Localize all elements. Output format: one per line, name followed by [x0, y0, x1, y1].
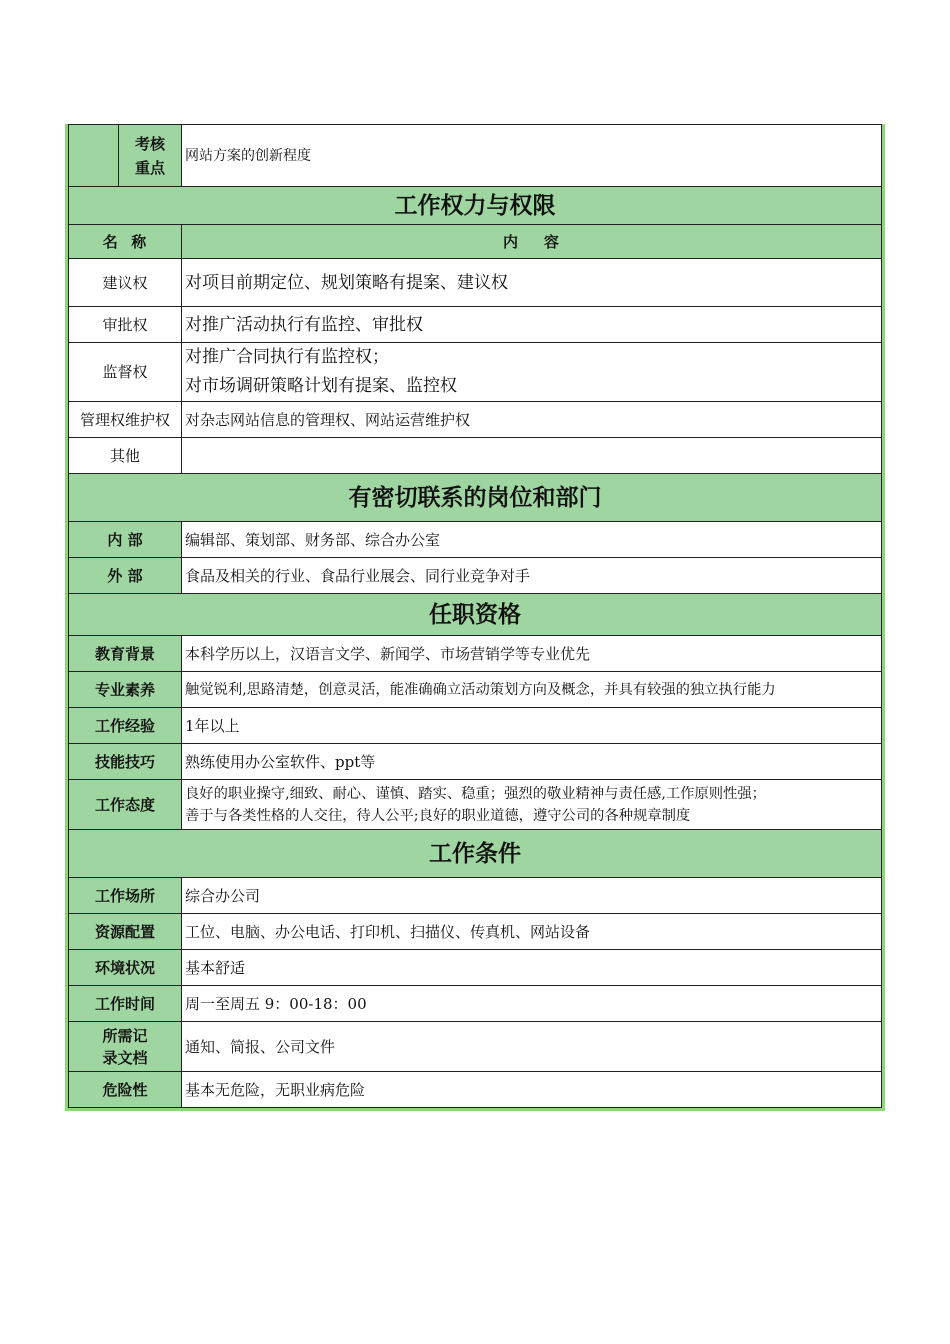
condition-value: 基本无危险，无职业病危险: [182, 1072, 882, 1108]
authority-name: 审批权: [69, 307, 182, 343]
condition-name: 所需记 录文档: [69, 1022, 182, 1072]
condition-row: [69, 914, 882, 950]
authority-row: [69, 343, 882, 402]
relation-row: [69, 522, 882, 558]
relation-name: 外 部: [69, 558, 182, 594]
qualification-value: [182, 780, 882, 830]
job-description-sheet: [65, 124, 885, 1111]
authority-content: [182, 343, 882, 402]
qualification-row: [69, 672, 882, 708]
authority-name: 监督权: [69, 343, 182, 402]
authority-row: [69, 307, 882, 343]
condition-value: 综合办公司: [182, 878, 882, 914]
job-table: [68, 124, 882, 1108]
condition-value: 基本舒适: [182, 950, 882, 986]
relation-name: 内 部: [69, 522, 182, 558]
section-title-relations: 有密切联系的岗位和部门: [69, 474, 882, 522]
condition-name: 环境状况: [69, 950, 182, 986]
qualification-name: 技能技巧: [69, 744, 182, 780]
authority-line: 对市场调研策略计划有提案、监控权: [185, 376, 457, 396]
qualification-value: 熟练使用办公室软件、ppt等: [182, 744, 882, 780]
qualification-name: 教育背景: [69, 636, 182, 672]
section-title-qualification: 任职资格: [69, 594, 882, 636]
condition-name: 工作场所: [69, 878, 182, 914]
authority-row: [69, 259, 882, 307]
col-header-name: 名 称: [69, 225, 182, 259]
section-title-authority: 工作权力与权限: [69, 187, 882, 225]
relation-value: 食品及相关的行业、食品行业展会、同行业竞争对手: [182, 558, 882, 594]
condition-value: 工位、电脑、办公电话、打印机、扫描仪、传真机、网站设备: [182, 914, 882, 950]
condition-row: [69, 950, 882, 986]
qualification-line: 良好的职业操守,细致、耐心、谨慎、踏实、稳重；强烈的敬业精神与责任感,工作原则性强；: [185, 785, 766, 802]
qualification-row: [69, 744, 882, 780]
left-blank-cell: [69, 125, 119, 187]
qualification-row: [69, 636, 882, 672]
condition-name: 工作时间: [69, 986, 182, 1022]
condition-name: 资源配置: [69, 914, 182, 950]
condition-name: 危险性: [69, 1072, 182, 1108]
authority-name: 建议权: [69, 259, 182, 307]
authority-row: [69, 438, 882, 474]
condition-row: [69, 1072, 882, 1108]
relation-row: [69, 558, 882, 594]
authority-content: 对推广活动执行有监控、审批权: [182, 307, 882, 343]
condition-value: 周一至周五 9：00-18：00: [182, 986, 882, 1022]
qualification-line: 善于与各类性格的人交往，待人公平;良好的职业道德，遵守公司的各种规章制度: [185, 807, 691, 824]
col-header-content: 内 容: [182, 225, 882, 259]
qualification-value: 1年以上: [182, 708, 882, 744]
authority-name: 其他: [69, 438, 182, 474]
qualification-name: 工作态度: [69, 780, 182, 830]
qualification-name: 工作经验: [69, 708, 182, 744]
relation-value: 编辑部、策划部、财务部、综合办公室: [182, 522, 882, 558]
authority-content: 对杂志网站信息的管理权、网站运营维护权: [182, 402, 882, 438]
authority-line: 对推广合同执行有监控权；: [185, 347, 389, 367]
condition-row: [69, 986, 882, 1022]
condition-row: [69, 1022, 882, 1072]
authority-name: 管理权维护权: [69, 402, 182, 438]
qualification-row: [69, 708, 882, 744]
authority-row: [69, 402, 882, 438]
qualification-name: 专业素养: [69, 672, 182, 708]
assessment-focus-value: 网站方案的创新程度: [182, 125, 882, 187]
condition-row: [69, 878, 882, 914]
section-title-conditions: 工作条件: [69, 830, 882, 878]
assessment-focus-label: 考核 重点: [119, 125, 182, 187]
authority-content: [182, 438, 882, 474]
qualification-value: 本科学历以上，汉语言文学、新闻学、市场营销学等专业优先: [182, 636, 882, 672]
qualification-value: 触觉锐利,思路清楚，创意灵活，能准确确立活动策划方向及概念，并具有较强的独立执行能力: [182, 672, 882, 708]
assessment-focus-row: [69, 125, 882, 187]
condition-value: 通知、简报、公司文件: [182, 1022, 882, 1072]
qualification-row: [69, 780, 882, 830]
authority-content: 对项目前期定位、规划策略有提案、建议权: [182, 259, 882, 307]
